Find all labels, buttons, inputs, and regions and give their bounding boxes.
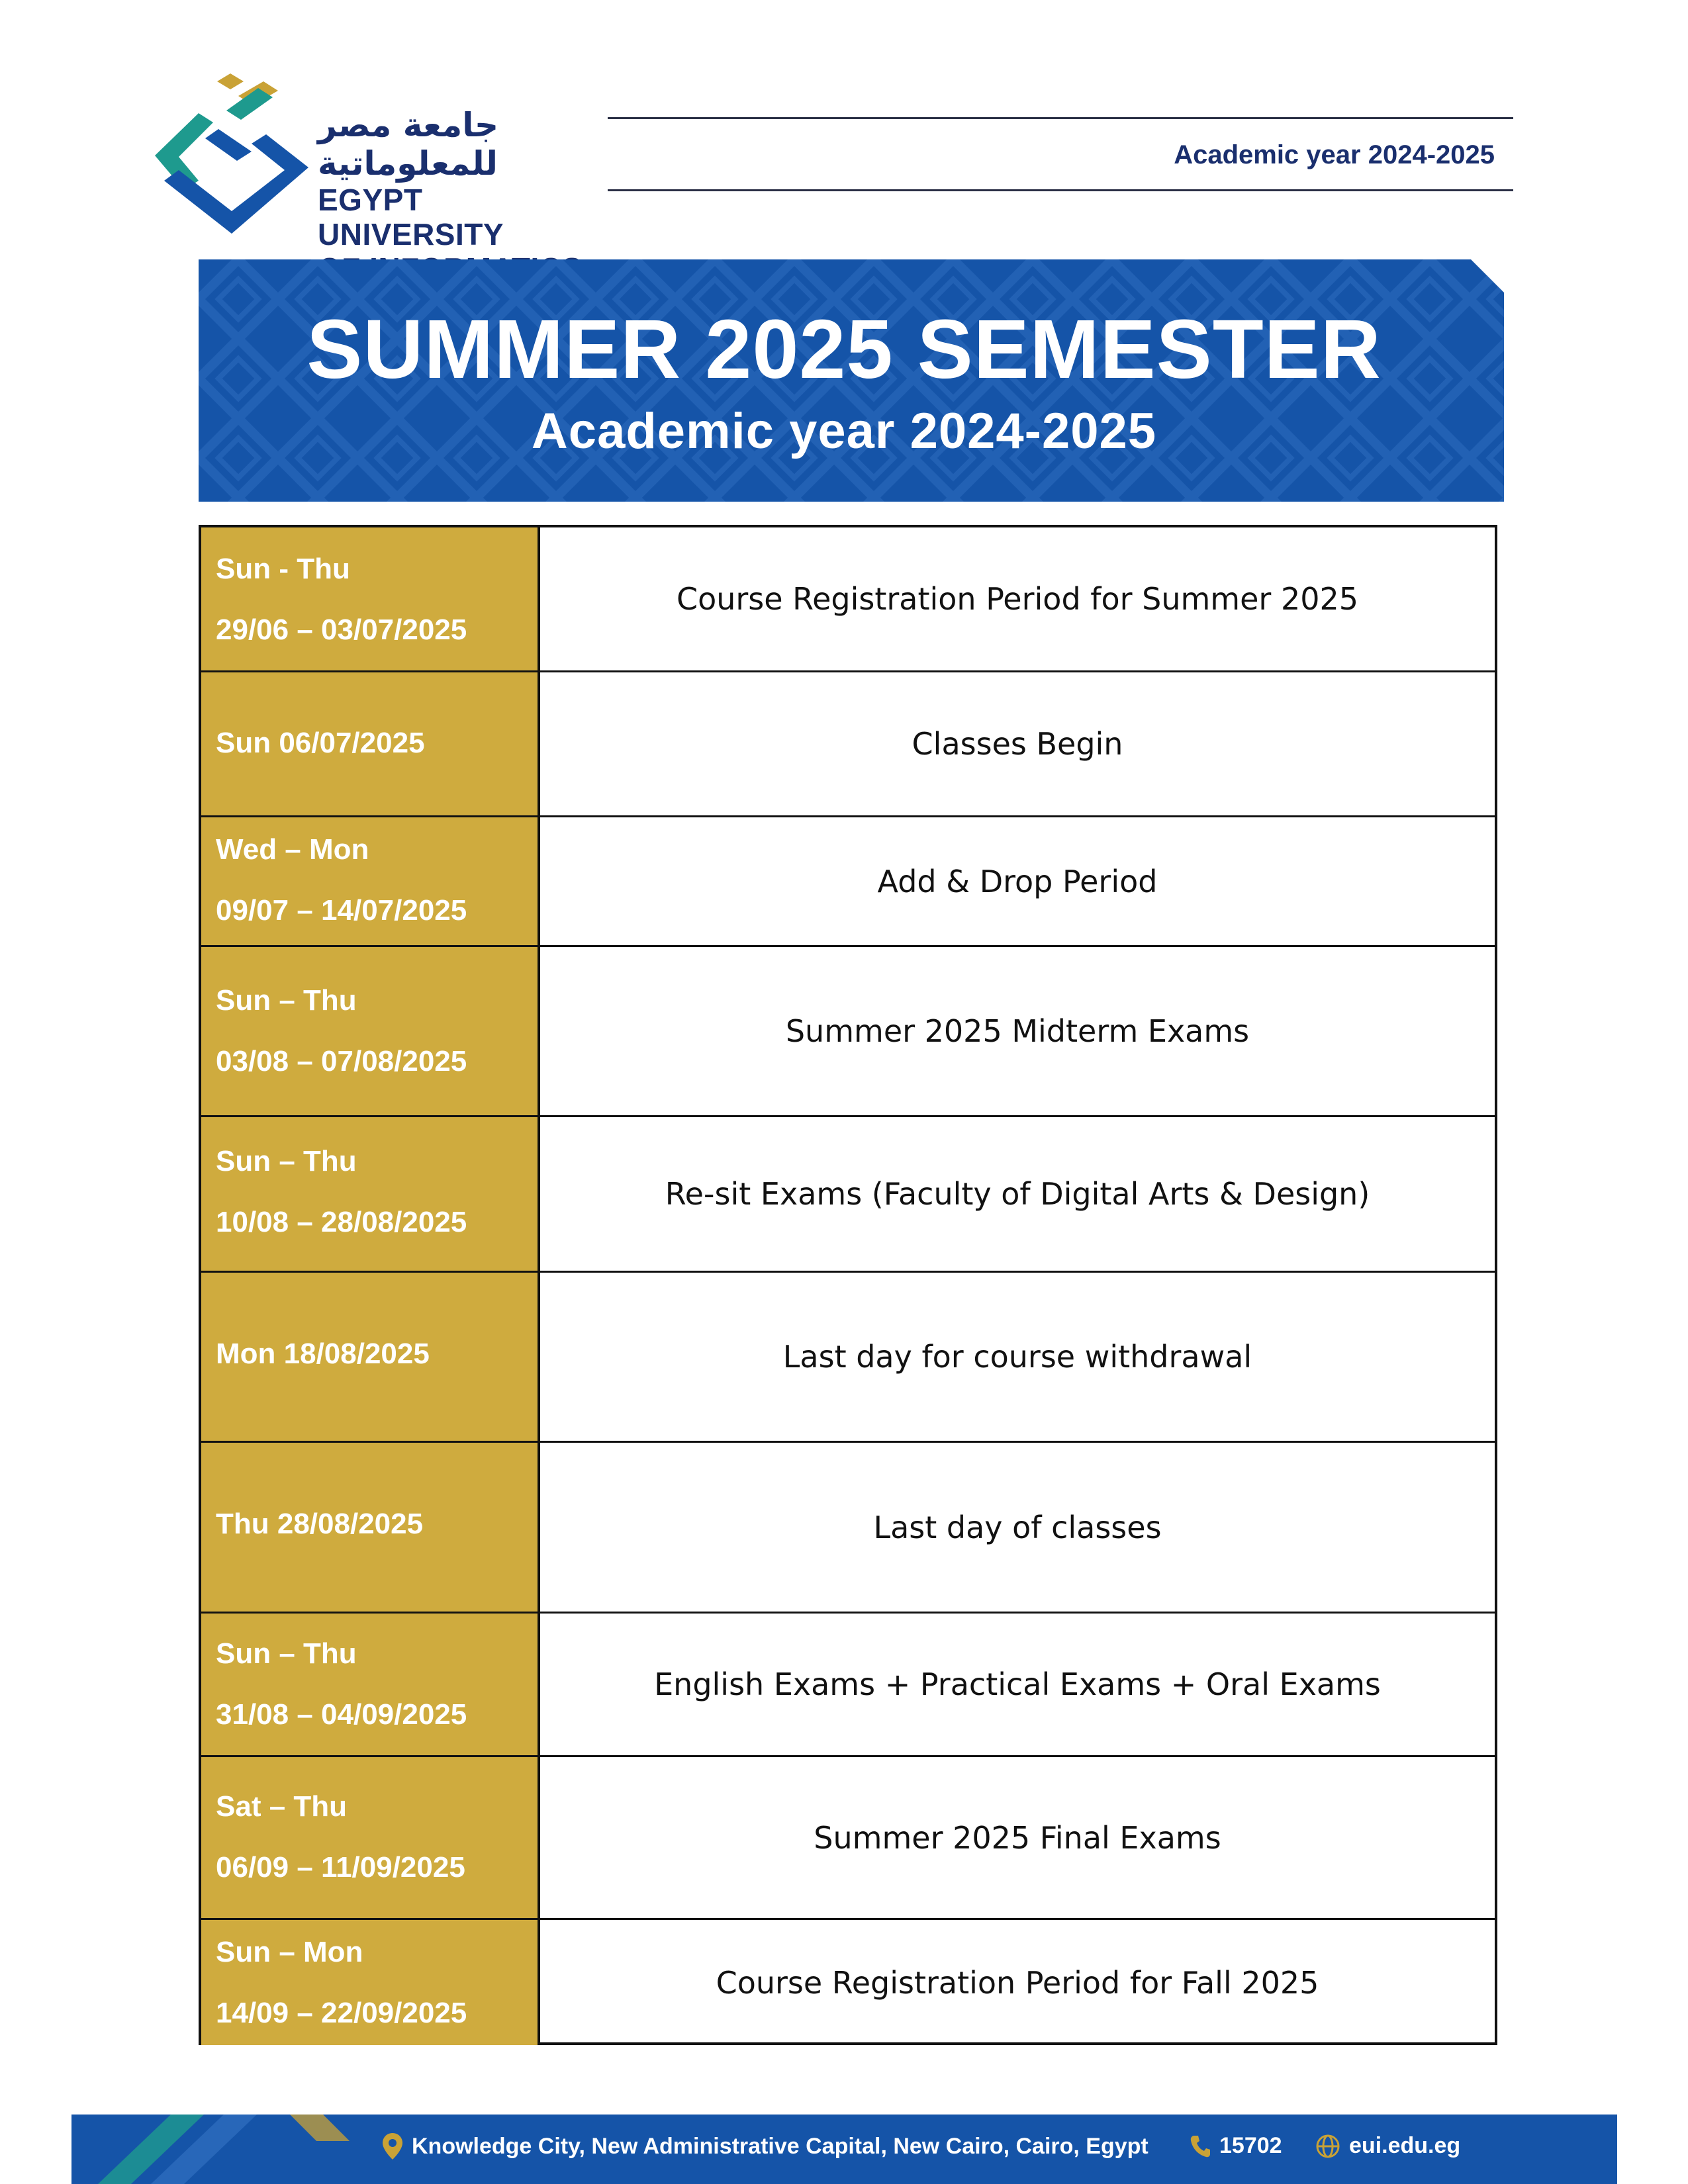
logo-arabic-name: جامعة مصر للمعلوماتية xyxy=(318,106,499,183)
date-cell xyxy=(201,1757,540,1918)
event-text: Last day for course withdrawal xyxy=(782,1339,1252,1375)
table-row xyxy=(201,1117,1495,1273)
location-pin-icon xyxy=(383,2133,402,2160)
event-text: Summer 2025 Midterm Exams xyxy=(785,1013,1250,1049)
event-text: Re-sit Exams (Faculty of Digital Arts & Design) xyxy=(665,1176,1370,1212)
footer-website-link[interactable]: eui.edu.eg xyxy=(1349,2133,1461,2158)
table-row xyxy=(201,672,1495,817)
date-range: 10/08 – 28/08/2025 xyxy=(216,1206,467,1238)
schedule-table xyxy=(199,525,1497,2045)
table-row xyxy=(201,1614,1495,1757)
date-cell xyxy=(201,672,540,815)
date-days: Sun – Thu xyxy=(216,984,357,1017)
table-row xyxy=(201,1920,1495,2045)
date-cell xyxy=(201,1920,540,2045)
date-single: Sun 06/07/2025 xyxy=(216,727,425,759)
phone-icon xyxy=(1190,2134,1210,2158)
event-text: Summer 2025 Final Exams xyxy=(814,1819,1221,1856)
banner-subtitle: Academic year 2024-2025 xyxy=(531,403,1157,459)
date-days: Sun – Thu xyxy=(216,1145,357,1177)
date-cell xyxy=(201,817,540,945)
table-row xyxy=(201,1273,1495,1443)
date-range: 09/07 – 14/07/2025 xyxy=(216,894,467,927)
table-row xyxy=(201,817,1495,947)
footer-bar xyxy=(71,2115,1617,2184)
footer-website[interactable] xyxy=(1316,2133,1460,2159)
table-row xyxy=(201,1757,1495,1920)
date-cell xyxy=(201,1614,540,1755)
event-cell xyxy=(540,817,1495,945)
event-cell xyxy=(540,1443,1495,1612)
event-text: Classes Begin xyxy=(912,726,1123,762)
event-cell xyxy=(540,1757,1495,1918)
event-text: Course Registration Period for Fall 2025 xyxy=(716,1964,1319,2001)
date-days: Sun – Thu xyxy=(216,1637,357,1670)
table-row xyxy=(201,1443,1495,1614)
date-days: Sun – Mon xyxy=(216,1936,363,1968)
event-text: Last day of classes xyxy=(873,1509,1162,1545)
footer-decoration xyxy=(71,2115,402,2184)
event-cell xyxy=(540,527,1495,670)
date-days: Sat – Thu xyxy=(216,1790,348,1823)
event-cell xyxy=(540,1117,1495,1271)
event-text: Course Registration Period for Summer 2025 xyxy=(676,581,1359,617)
event-text: Add & Drop Period xyxy=(877,863,1158,899)
event-cell xyxy=(540,1273,1495,1441)
date-range: 31/08 – 04/09/2025 xyxy=(216,1698,467,1731)
date-single: Mon 18/08/2025 xyxy=(216,1338,430,1370)
table-row xyxy=(201,947,1495,1117)
date-range: 03/08 – 07/08/2025 xyxy=(216,1045,467,1077)
date-single: Thu 28/08/2025 xyxy=(216,1508,424,1540)
footer-phone xyxy=(1190,2133,1282,2159)
date-cell xyxy=(201,947,540,1115)
banner-title: SUMMER 2025 SEMESTER xyxy=(306,302,1382,396)
date-range: 14/09 – 22/09/2025 xyxy=(216,1997,467,2029)
date-range: 29/06 – 03/07/2025 xyxy=(216,614,467,646)
header-academic-year: Academic year 2024-2025 xyxy=(1174,140,1495,169)
date-cell xyxy=(201,1117,540,1271)
header-rule-top xyxy=(608,117,1513,119)
footer-phone-text: 15702 xyxy=(1219,2133,1282,2158)
date-cell xyxy=(201,527,540,670)
header-rule-bottom xyxy=(608,189,1513,191)
date-cell xyxy=(201,1273,540,1441)
logo-english-line1: EGYPT UNIVERSITY xyxy=(318,183,504,251)
event-text: English Exams + Practical Exams + Oral Exams xyxy=(654,1666,1381,1702)
table-row xyxy=(201,527,1495,672)
event-cell xyxy=(540,947,1495,1115)
date-days: Sun - Thu xyxy=(216,553,350,585)
date-days: Wed – Mon xyxy=(216,833,369,866)
event-cell xyxy=(540,672,1495,815)
footer-address xyxy=(383,2133,1149,2160)
university-logo xyxy=(152,69,311,235)
event-cell xyxy=(540,1920,1495,2045)
globe-icon xyxy=(1316,2134,1340,2158)
date-cell xyxy=(201,1443,540,1612)
footer-address-text: Knowledge City, New Administrative Capital, New Cairo, Cairo, Egypt xyxy=(412,2133,1149,2159)
event-cell xyxy=(540,1614,1495,1755)
date-range: 06/09 – 11/09/2025 xyxy=(216,1851,465,1884)
